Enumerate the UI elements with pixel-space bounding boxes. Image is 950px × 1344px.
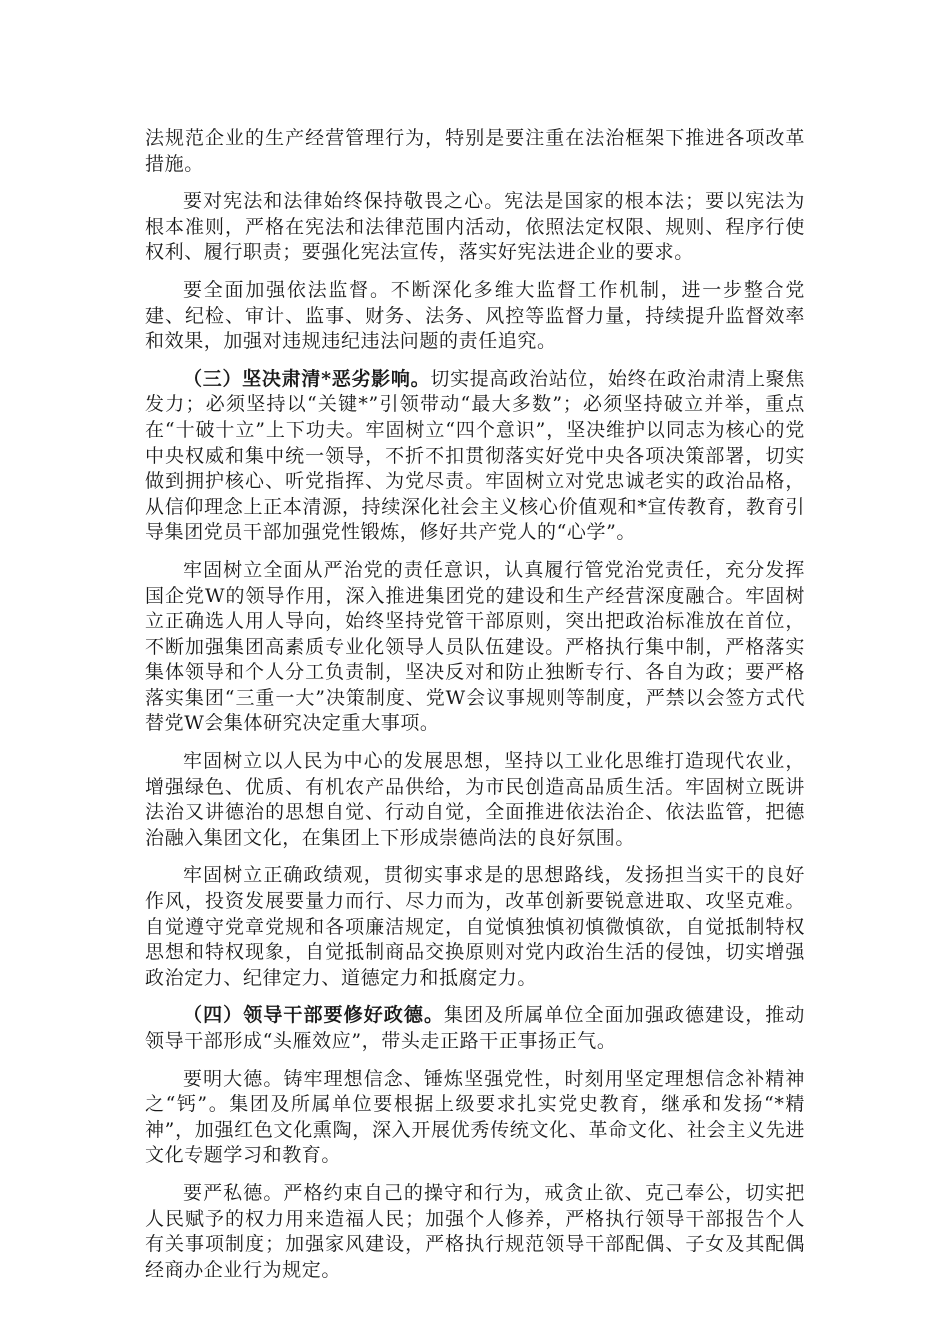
paragraph-section-four [145, 1003, 805, 1054]
paragraph-people-centered [145, 749, 805, 851]
document-body [145, 126, 805, 1295]
paragraph-legal-supervision [145, 278, 805, 355]
paragraph-text: 牢固树立全面从严治党的责任意识，认真履行管党治党责任，充分发挥国企党W的领导作用，深入推进集团党的建设和生产经营深度融合。牢固树立正确选人用人导向，始终坚持党管干部原则，突出把政治标准放在首位，不断加强集团高素质专业化领导人员队伍建设。严格执行集中制，严格落实集体领导和个人分工负责制，坚决反对和防止独断专行、各自为政；要严格落实集团“三重一大”决策制度、党W会议事规则等制度，严禁以会签方式代替党W会集体研究决定重大事项。 [145, 558, 805, 735]
paragraph-text: 要明大德。铸牢理想信念、锤炼坚强党性，时刻用坚定理想信念补精神之“钙”。集团及所属单位要根据上级要求扎实党史教育，继承和发扬“*精神”，加强红色文化熏陶，深入开展优秀传统文化、革命文化、社会主义先进文化专题学习和教育。 [145, 1067, 805, 1167]
paragraph-text: 切实提高政治站位，始终在政治肃清上聚焦发力；必须坚持以“关键*”引领带动“最大多数”；必须坚持破立并举，重点在“十破十立”上下功夫。牢固树立“四个意识”，坚决维护以同志为核心的党中央权威和集中统一领导，不折不扣贯彻落实好党中央各项决策部署，切实做到拥护核心、听党指挥、为党尽责。牢固树立对党忠诚老实的政治品格，从信仰理念上正本清源，持续深化社会主义核心价值观和*宣传教育，教育引导集团党员干部加强党性锻炼，修好共产党人的“心学”。 [145, 367, 805, 544]
paragraph-private-virtue [145, 1181, 805, 1283]
paragraph-party-responsibility [145, 558, 805, 737]
paragraph-performance-view [145, 863, 805, 991]
section-heading: （三）坚决肃清*恶劣影响。 [183, 367, 431, 390]
paragraph-great-virtue [145, 1067, 805, 1169]
paragraph-constitution-respect [145, 189, 805, 266]
paragraph-text: 牢固树立以人民为中心的发展思想，坚持以工业化思维打造现代农业，增强绿色、优质、有机农产品供给，为市民创造高品质生活。牢固树立既讲法治又讲德治的思想自觉、行动自觉，全面推进依法治企、依法监管，把德治融入集团文化，在集团上下形成崇德尚法的良好氛围。 [145, 750, 805, 849]
paragraph-text: 要全面加强依法监督。不断深化多维大监督工作机制，进一步整合党建、纪检、审计、监事、财务、法务、风控等监督力量，持续提升监督效率和效果，加强对违规违纪违法问题的责任追究。 [145, 278, 805, 353]
paragraph-text: 牢固树立正确政绩观，贯彻实事求是的思想路线，发扬担当实干的良好作风，投资发展要量力而行、尽力而为，改革创新要锐意进取、攻坚克难。自觉遵守党章党规和各项廉洁规定，自觉慎独慎初慎微慎欲，自觉抵制特权思想和特权现象，自觉抵制商品交换原则对党内政治生活的侵蚀，切实增强政治定力、纪律定力、道德定力和抵腐定力。 [145, 864, 805, 989]
section-heading: （四）领导干部要修好政德。 [183, 1004, 445, 1027]
paragraph-text: 要严私德。严格约束自己的操守和行为，戒贪止欲、克己奉公，切实把人民赋予的权力用来造福人民；加强个人修养，严格执行领导干部报告个人有关事项制度；加强家风建设，严格执行规范领导干部配偶、子女及其配偶经商办企业行为规定。 [145, 1181, 805, 1281]
paragraph-continued [145, 126, 805, 177]
paragraph-section-three [145, 367, 805, 546]
paragraph-text: 法规范企业的生产经营管理行为，特别是要注重在法治框架下推进各项改革措施。 [145, 127, 805, 175]
paragraph-text: 集团及所属单位全面加强政德建设，推动领导干部形成“头雁效应”，带头走正路干正事扬正气。 [145, 1004, 805, 1052]
paragraph-text: 要对宪法和法律始终保持敬畏之心。宪法是国家的根本法；要以宪法为根本准则，严格在宪法和法律范围内活动，依照法定权限、规则、程序行使权利、履行职责；要强化宪法宣传，落实好宪法进企业的要求。 [145, 190, 805, 264]
